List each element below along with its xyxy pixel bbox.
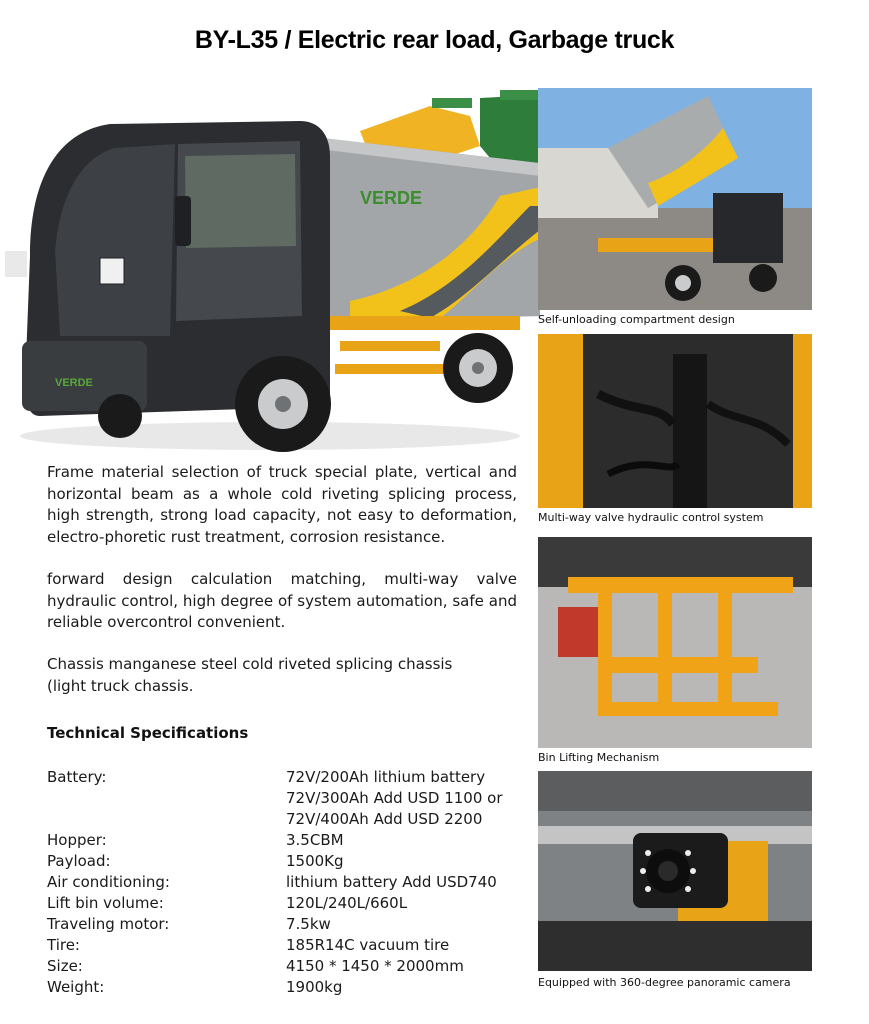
spec-label: Air conditioning: [47, 873, 170, 891]
hero-truck-image [0, 86, 540, 466]
description-paragraph-design: forward design calculation matching, multi-way valve hydraulic control, high degree of system automation, safe and reliable overcontrol convenient. [47, 570, 517, 631]
spec-label: Traveling motor: [47, 915, 170, 933]
spec-row-air-conditioning [47, 872, 502, 893]
photo-panoramic-camera [538, 771, 812, 971]
spec-value: lithium battery Add USD740 [286, 873, 497, 891]
spec-row-lift-bin-volume [47, 893, 502, 914]
spec-row-tire [47, 935, 502, 956]
description-paragraph-frame: Frame material selection of truck special plate, vertical and horizontal beam as a whole cold riveting splicing process, high strength, strong load capacity, not easy to deformation, electro-phoretic rust treatment, corrosion resistance. [47, 463, 517, 546]
cab-logo-text: VERDE [55, 377, 93, 389]
spec-label: Hopper: [47, 831, 107, 849]
hopper-logo-text: VERDE [360, 188, 423, 208]
spec-label: Lift bin volume: [47, 894, 164, 912]
photo-caption: Self-unloading compartment design [538, 313, 735, 326]
spec-row-size [47, 956, 502, 977]
spec-row-payload [47, 851, 502, 872]
description-paragraph-chassis: Chassis manganese steel cold riveted splicing chassis (light truck chassis. [47, 655, 453, 695]
photo-caption: Multi-way valve hydraulic control system [538, 511, 764, 524]
spec-value: 185R14C vacuum tire [286, 936, 450, 954]
spec-label: Battery: [47, 768, 107, 786]
spec-row-hopper [47, 830, 502, 851]
specs-heading: Technical Specifications [47, 724, 249, 742]
spec-value: 4150 * 1450 * 2000mm [286, 957, 464, 975]
page-title: BY-L35 / Electric rear load, Garbage truck [194, 26, 675, 54]
photo-hydraulic-valve [538, 334, 812, 508]
photo-bin-lifting [538, 537, 812, 748]
spec-value: 3.5CBM [286, 831, 344, 849]
spec-value: 1900kg [286, 978, 343, 996]
spec-label: Weight: [47, 978, 105, 996]
spec-value: 1500Kg [286, 852, 344, 870]
spec-value: 7.5kw [286, 915, 331, 933]
spec-row-weight [47, 977, 502, 998]
spec-value-line: 72V/300Ah Add USD 1100 or [286, 789, 503, 807]
spec-label: Tire: [47, 936, 80, 954]
spec-value-line: 72V/400Ah Add USD 2200 [286, 810, 483, 828]
spec-row-traveling-motor [47, 914, 502, 935]
photo-caption: Equipped with 360-degree panoramic camera [538, 976, 791, 989]
photo-self-unloading [538, 88, 812, 310]
spec-label: Payload: [47, 852, 111, 870]
spec-value-line: 72V/200Ah lithium battery [286, 768, 486, 786]
photo-caption: Bin Lifting Mechanism [538, 751, 660, 764]
spec-value [286, 767, 502, 830]
specs-table [47, 767, 502, 998]
spec-value: 120L/240L/660L [286, 894, 408, 912]
spec-label: Size: [47, 957, 83, 975]
spec-row-battery [47, 767, 502, 830]
